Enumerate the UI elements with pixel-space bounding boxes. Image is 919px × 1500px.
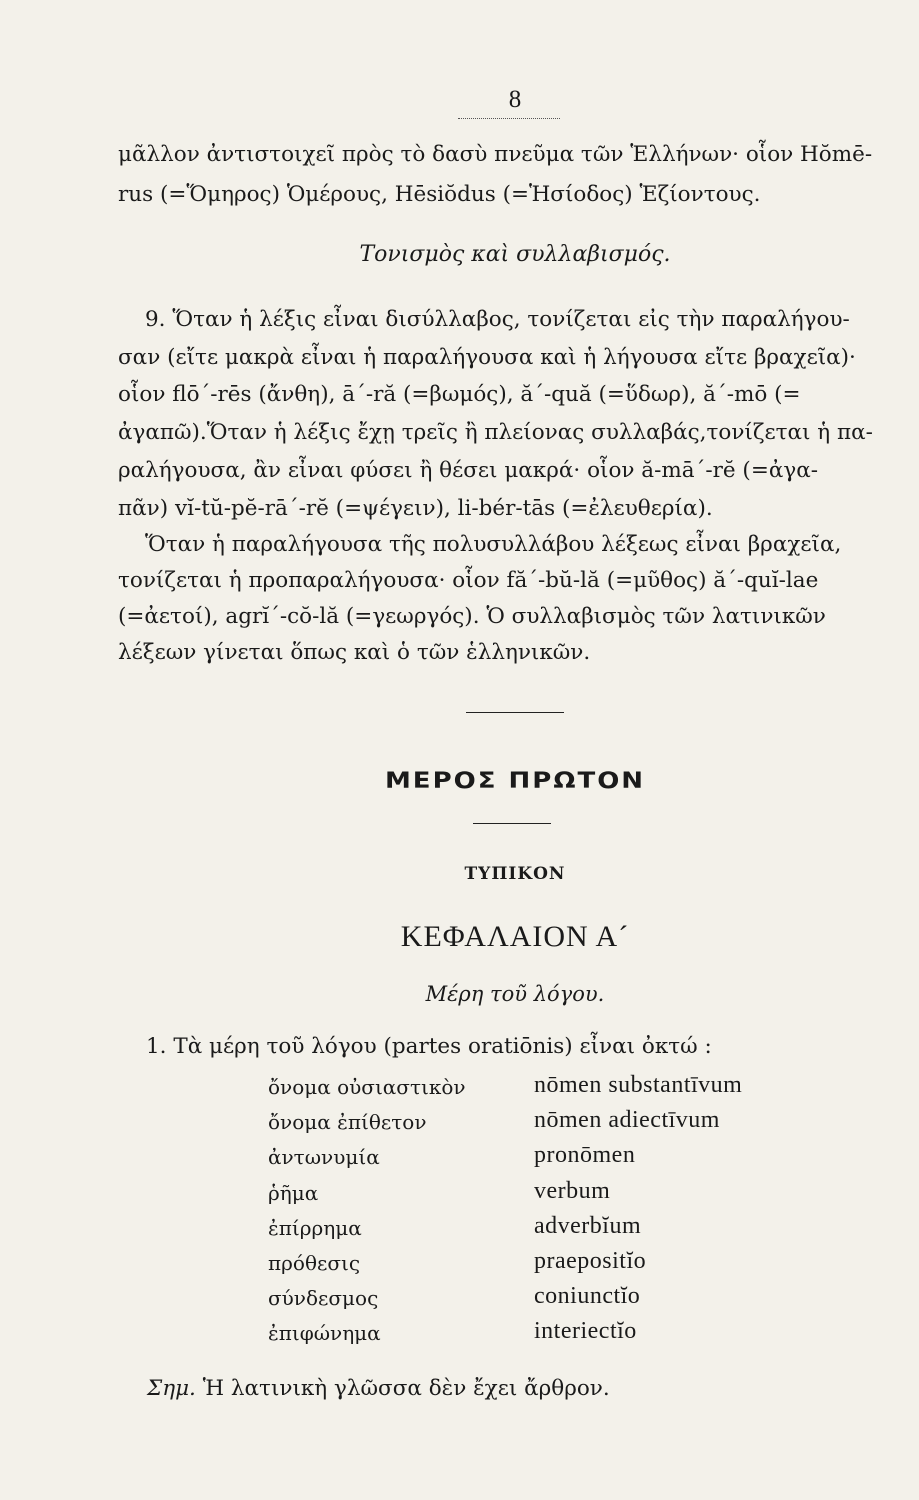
note-text: Ἡ λατινικὴ γλῶσσα δὲν ἔχει ἄρθρον. — [202, 1376, 610, 1401]
paragraph-accent-line-4: λέξεων γίνεται ὅπως καὶ ὁ τῶν ἑλληνικῶν. — [118, 640, 591, 665]
table-row — [268, 1178, 828, 1213]
greek-term: ὄνομα οὐσιαστικὸν — [268, 1075, 466, 1099]
greek-term: ἀντωνυμία — [268, 1145, 380, 1170]
latin-term: pronōmen — [534, 1142, 636, 1169]
page-number: 8 — [508, 86, 522, 113]
part-title: ΜΕΡΟΣ ΠΡΩΤΟΝ — [384, 768, 646, 794]
latin-term: coniunctĭo — [534, 1283, 641, 1310]
paragraph-9-line-6: πᾶν) vĭ-tŭ-pĕ-rā´-rĕ (=ψέγειν), li-bér-tās (=ἐλευθερία). — [118, 496, 713, 521]
paragraph-accent-line-2: τονίζεται ἡ προπαραλήγουσα· οἷον fă´-bŭ-lă (=μῦθος) ă´-quĭ-lae — [118, 568, 819, 593]
table-row — [268, 1213, 828, 1248]
latin-term: interiectĭo — [534, 1318, 637, 1345]
greek-term: ὄνομα ἐπίθετον — [268, 1110, 427, 1135]
latin-term: nōmen substantīvum — [534, 1072, 743, 1098]
chapter-title: ΚΕΦΑΛΑΙΟΝ Α´ — [400, 920, 630, 953]
paragraph-9-line-1: 9. Ὅταν ἡ λέξις εἶναι δισύλλαβος, τονίζεται εἰς τὴν παραλήγου- — [145, 307, 850, 332]
paragraph-9-line-5: ραλήγουσα, ἂν εἶναι φύσει ἢ θέσει μακρά· οἷον ă-mā´-rĕ (=ἀγα- — [118, 458, 818, 483]
parts-of-speech-intro: 1. Τὰ μέρη τοῦ λόγου (partes oratiōnis) εἶναι ὀκτώ : — [146, 1034, 712, 1059]
greek-term: πρόθεσις — [268, 1250, 361, 1275]
table-row — [268, 1318, 828, 1353]
greek-term: ῥῆμα — [268, 1180, 319, 1205]
greek-term: ἐπιφώνημα — [268, 1321, 381, 1346]
note — [147, 1376, 610, 1401]
latin-term: praepositĭo — [534, 1247, 647, 1274]
table-row — [268, 1283, 828, 1318]
paragraph-9-line-2: σαν (εἴτε μακρὰ εἶναι ἡ παραλήγουσα καὶ ἡ λήγουσα εἴτε βραχεῖα)· — [118, 345, 856, 370]
greek-term: ἐπίρρημα — [268, 1215, 362, 1240]
latin-term: adverbĭum — [534, 1212, 642, 1239]
paragraph-9-line-3: οἷον flō´-rēs (ἄνθη), ā´-ră (=βωμός), ă´-quă (=ὕδωρ), ă´-mō (= — [118, 382, 801, 407]
latin-term: verbum — [534, 1177, 611, 1204]
latin-term: nōmen adiectīvum — [534, 1107, 720, 1134]
intro-line-1: μᾶλλον ἀντιστοιχεῖ πρὸς τὸ δασὺ πνεῦμα τῶν Ἑλλήνων· οἷον Hŏmē- — [118, 142, 873, 167]
table-row — [268, 1142, 828, 1177]
section-divider — [466, 712, 564, 713]
title-divider — [473, 823, 551, 824]
paragraph-9-line-4: ἀγαπῶ).Ὅταν ἡ λέξις ἔχῃ τρεῖς ἢ πλείονας συλλαβάς,τονίζεται ἡ πα- — [118, 420, 873, 445]
intro-line-2: rus (=Ὅμηρος) Ὁμέρους, Hēsiŏdus (=Ἡσίοδος) Ἑζίοντους. — [118, 182, 761, 207]
paragraph-accent-line-1: Ὅταν ἡ παραλήγουσα τῆς πολυσυλλάβου λέξεως εἶναι βραχεῖα, — [145, 532, 842, 557]
note-abbreviation: Σημ. — [147, 1376, 196, 1401]
header-rule — [458, 118, 560, 119]
greek-term: σύνδεσμος — [268, 1286, 379, 1311]
section-subtitle: Τονισμὸς καὶ συλλαβισμός. — [359, 242, 671, 267]
paragraph-accent-line-3: (=ἀετοί), agrĭ´-cŏ-lă (=γεωργός). Ὁ συλλαβισμὸς τῶν λατινικῶν — [118, 604, 826, 629]
table-row — [268, 1072, 828, 1107]
section-title: Μέρη τοῦ λόγου. — [425, 982, 605, 1006]
table-row — [268, 1107, 828, 1142]
part-subtitle: ΤΥΠΙΚΟΝ — [464, 864, 566, 884]
table-row — [268, 1248, 828, 1283]
parts-of-speech-table — [268, 1072, 828, 1354]
